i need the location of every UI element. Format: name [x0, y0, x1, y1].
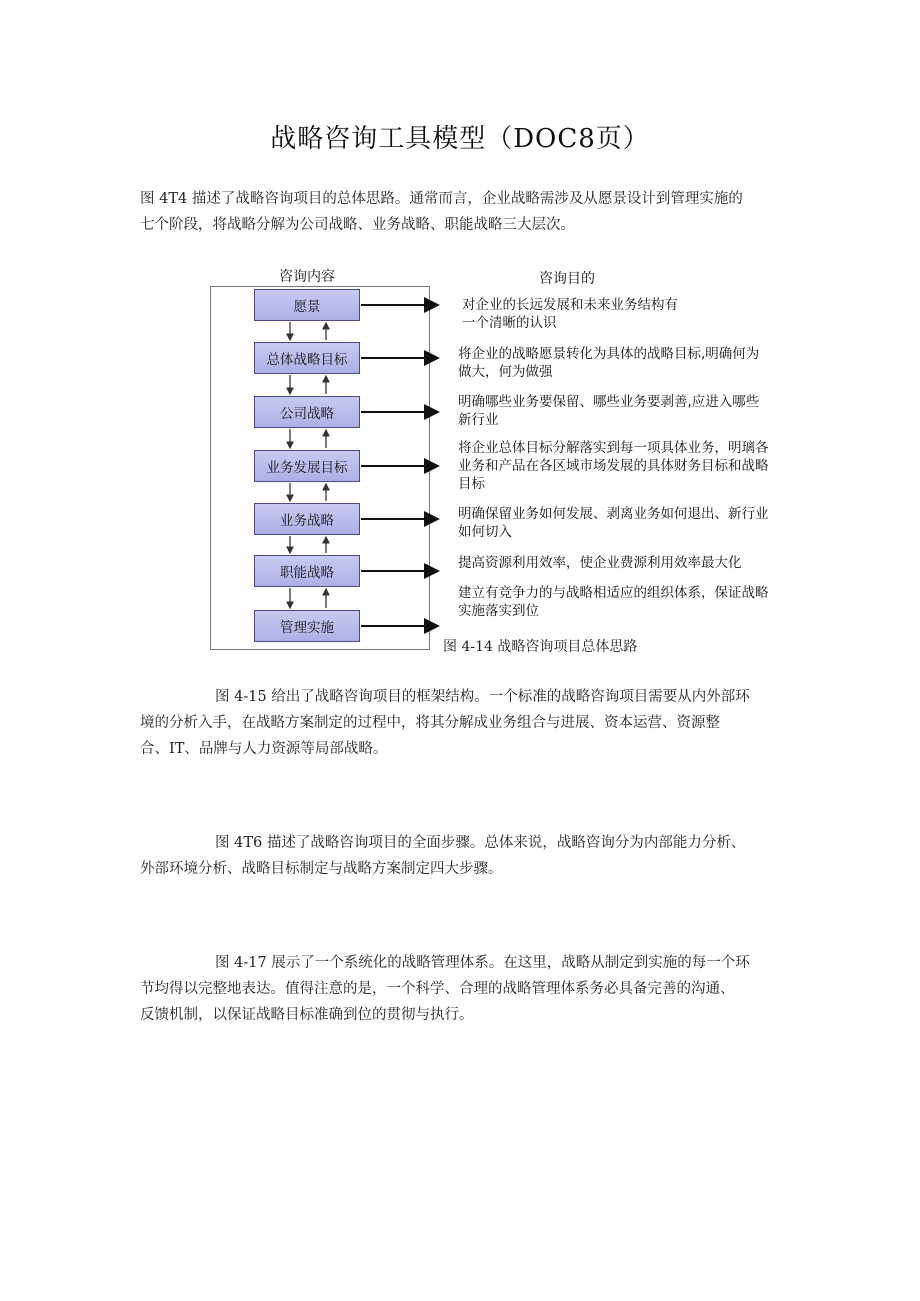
goal-overall-strategic — [458, 345, 788, 381]
goal-line: 实施落实到位 — [458, 603, 539, 619]
stage-vision: 愿景 — [254, 289, 360, 321]
goal-line: 目标 — [458, 476, 485, 492]
diagram-right-header: 咨询目的 — [539, 271, 595, 287]
paragraph-line: 外部环境分析、战略目标制定与战略方案制定四大步骤。 — [140, 861, 503, 877]
goal-line: 做大，何为做强 — [458, 364, 553, 380]
diagram-left-header: 咨询内容 — [279, 269, 335, 285]
goal-line: 将企业的战略愿景转化为具体的战略目标,明确何为 — [458, 346, 760, 362]
goal-vision — [462, 296, 792, 332]
paragraph-framework — [140, 684, 780, 762]
goal-management — [458, 584, 788, 620]
document-title: 战略咨询工具模型（DOC8页） — [270, 124, 650, 154]
goal-line: 新行业 — [458, 412, 499, 428]
goal-line: 提高资源利用效率，使企业费源利用效率最大化 — [458, 555, 742, 571]
goal-business-development — [458, 439, 788, 493]
goal-line: 如何切入 — [458, 524, 512, 540]
stage-management-implementation: 管理实施 — [254, 610, 360, 642]
figure-caption: 图 4-14 战略咨询项目总体思路 — [443, 639, 638, 655]
stage-functional-strategy: 职能战略 — [254, 555, 360, 587]
paragraph-line: 图 4-17 展示了一个系统化的战略管理体系。在这里，战略从制定到实施的每一个环 — [215, 955, 750, 971]
paragraph-steps — [140, 830, 780, 882]
goal-line: 明确保留业务如何发展、剥离业务如何退出、新行业 — [458, 506, 769, 522]
paragraph-line: 图 4-15 给出了战略咨询项目的框架结构。一个标准的战略咨询项目需要从内外部环 — [215, 689, 750, 705]
goal-line: 对企业的长远发展和未来业务结构有 — [462, 297, 678, 313]
paragraph-line: 合、IT、品牌与人力资源等局部战略。 — [140, 741, 388, 757]
stage-corporate-strategy: 公司战略 — [254, 396, 360, 428]
paragraph-line: 图 4T6 描述了战略咨询项目的全面步骤。总体来说，战略咨询分为内部能力分析、 — [215, 835, 746, 851]
stage-overall-strategic-goal: 总体战略目标 — [254, 342, 360, 374]
goal-line: 明确哪些业务要保留、哪些业务要剥善,应进入哪些 — [458, 394, 760, 410]
paragraph-line: 反馈机制，以保证战略目标准确到位的贯彻与执行。 — [140, 1007, 474, 1023]
stage-business-development-goal: 业务发展目标 — [254, 450, 360, 482]
goal-corporate — [458, 393, 788, 429]
paragraph-line: 境的分析入手，在战略方案制定的过程中，将其分解成业务组合与进展、资本运营、资源整 — [140, 715, 720, 731]
goal-line: 建立有竞争力的与战略相适应的组织体系，保证战略 — [458, 585, 769, 601]
intro-line-1: 图 4T4 描述了战略咨询项目的总体思路。通常而言，企业战略需涉及从愿景设计到管理实施的 — [140, 191, 743, 207]
paragraph-management-system — [140, 950, 780, 1028]
stage-business-strategy: 业务战略 — [254, 503, 360, 535]
goal-line: 业务和产品在各区域市场发展的具体财务目标和战略 — [458, 458, 769, 474]
goal-line: 一个清晰的认识 — [462, 315, 557, 331]
goal-functional — [458, 554, 788, 572]
goal-line: 将企业总体目标分解落实到每一项具体业务，明璃各 — [458, 440, 769, 456]
goal-business-strategy — [458, 505, 788, 541]
paragraph-line: 节均得以完整地表达。值得注意的是，一个科学、合理的战略管理体系务必具备完善的沟通、 — [140, 981, 735, 997]
intro-line-2: 七个阶段，将战略分解为公司战略、业务战略、职能战略三大层次。 — [140, 217, 575, 233]
